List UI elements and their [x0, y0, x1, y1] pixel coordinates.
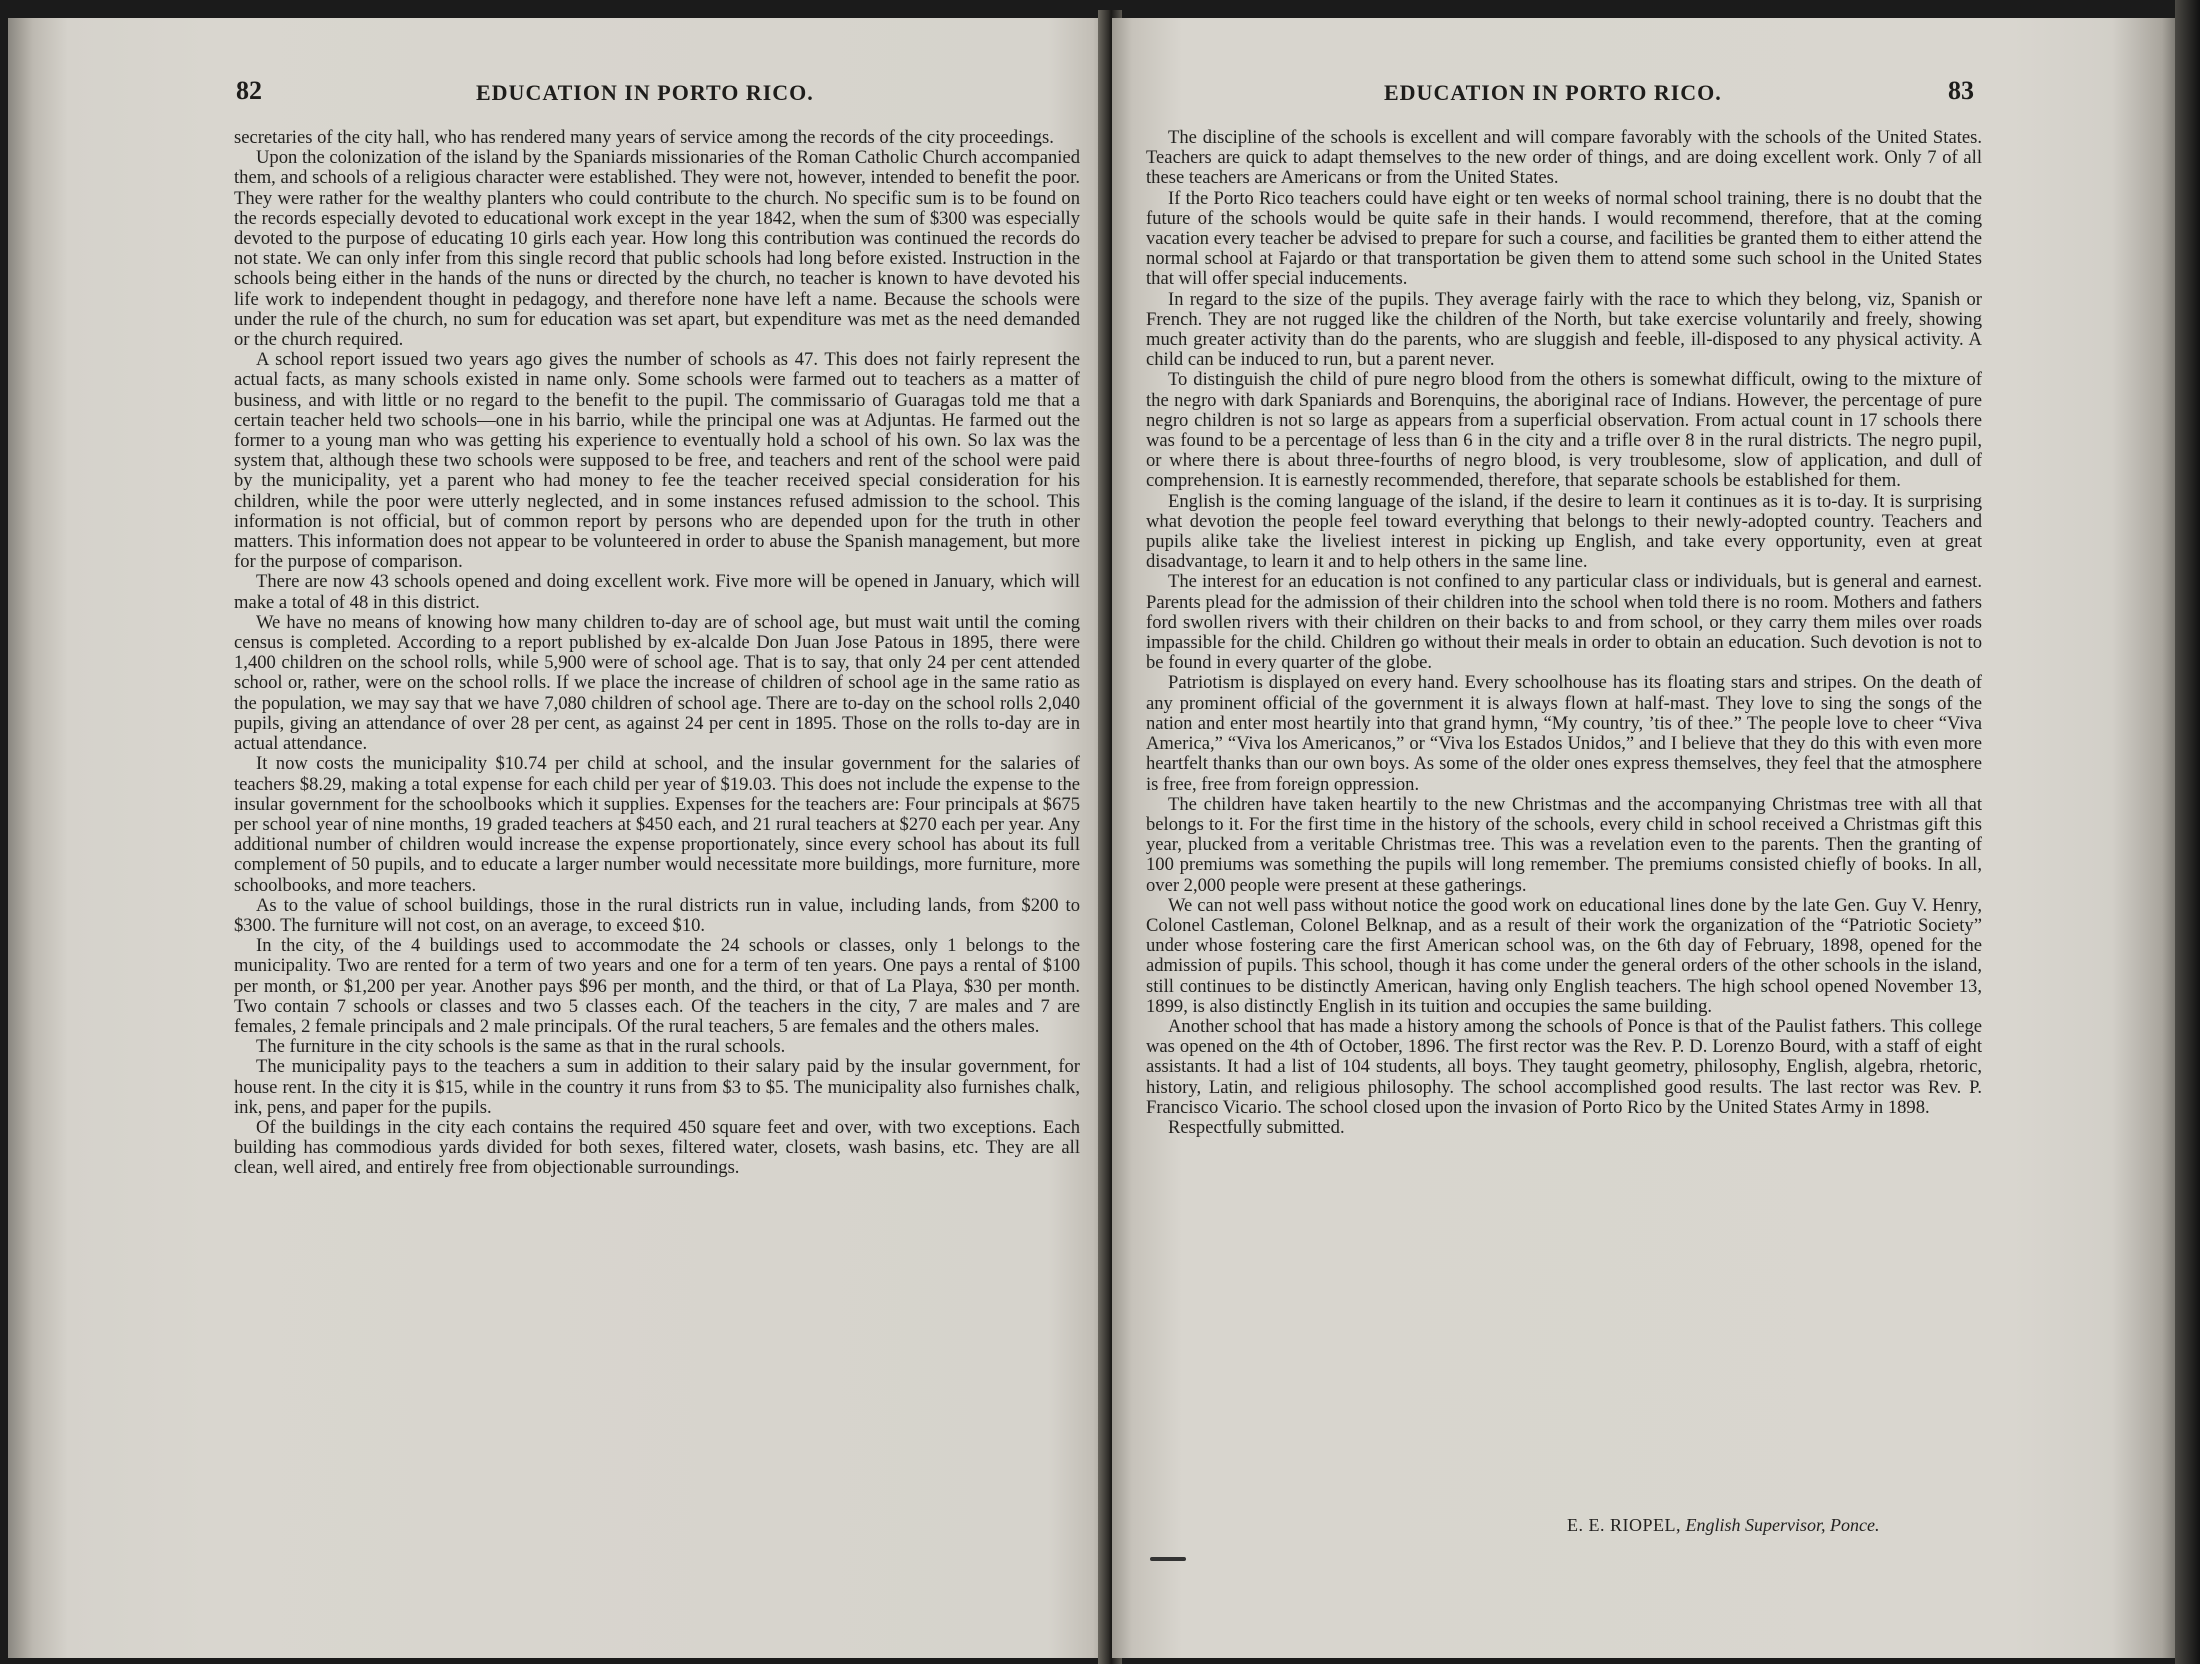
signature: [1567, 1515, 1879, 1536]
paragraph: The interest for an education is not confined to any particular class or individuals, but is general and earnest. Parents plead for the admission of their children into the school when told there is no room. Mothers and fathers ford swollen rivers with their children on their backs to and from school, or they carry them miles over roads impassible for the child. Children go without their meals in order to obtain an education. Such devotion is not to be found in every quarter of the globe.: [1146, 571, 1982, 674]
left-page-body: [234, 128, 1080, 1179]
paragraph: We have no means of knowing how many children to-day are of school age, but must wait until the coming census is completed. According to a report published by ex-alcalde Don Juan Jose Patous in 1895, there were 1,400 children on the school rolls, while 5,900 were of school age. That is to say, that only 24 per cent attended school or, rather, were on the school rolls. If we place the increase of children of school age in the same ratio as the population, we may say that we have 7,080 children of school age. There are to-day on the school rolls 2,040 pupils, giving an attendance of over 28 per cent, as against 24 per cent in 1895. Those on the rolls to-day are in actual attendance.: [234, 611, 1080, 755]
paragraph: The municipality pays to the teachers a sum in addition to their salary paid by the insular government, for house rent. In the city it is $15, while in the country it runs from $3 to $5. The municipality also furnishes chalk, ink, pens, and paper for the pupils.: [234, 1056, 1080, 1118]
page-number: 83: [1948, 76, 1974, 105]
left-page: [8, 18, 1108, 1658]
paragraph: We can not well pass without notice the good work on educational lines done by the late Gen. Guy V. Henry, Colonel Castleman, Colonel Belknap, and as a result of their work the organization of the “Patriotic Society” under whose fostering care the first American school was, on the 6th day of February, 1898, opened for the admission of pupils. This school, though it has come under the general orders of the other schools in the island, still continues to be distinctly American, having only English teachers. The high school opened November 13, 1899, is also distinctly English in its tuition and occupies the same building.: [1146, 894, 1982, 1017]
paragraph: Another school that has made a history among the schools of Ponce is that of the Paulist fathers. This college was opened on the 4th of October, 1896. The first rector was the Rev. P. D. Lorenzo Bourd, with a staff of eight assistants. It had a list of 104 students, all boys. They taught geometry, philosophy, English, algebra, rhetoric, history, Latin, and religious philosophy. The school accomplished good results. The last rector was Rev. P. Francisco Vicario. The school closed upon the invasion of Porto Rico by the United States Army in 1898.: [1146, 1015, 1982, 1118]
signature-name: E. E. RIOPEL,: [1567, 1515, 1681, 1535]
paragraph: It now costs the municipality $10.74 per child at school, and the insular government for the salaries of teachers $8.29, making a total expense for each child per year of $19.03. This does not include the expense to the insular government for the schoolbooks which it supplies. Expenses for the teachers are: Four principals at $675 per school year of nine months, 19 graded teachers at $450 each, and 21 rural teachers at $270 each per year. Any additional number of children would increase the expense proportionately, since every school has about its full complement of 50 pupils, and to educate a larger number would necessitate more buildings, more furniture, more schoolbooks, and more teachers.: [234, 753, 1080, 896]
paragraph: Patriotism is displayed on every hand. Every schoolhouse has its floating stars and stripes. On the death of any prominent official of the government it is always flown at half-mast. They love to sing the songs of the nation and enter most heartily into that grand hymn, “My country, ’tis of thee.” The people love to cheer “Viva America,” “Viva los Americanos,” or “Viva los Estados Unidos,” and I believe that they do this with even more heartfelt thanks than our own boys. As some of the older ones express themselves, they feel that the atmosphere is free, free from foreign oppression.: [1146, 672, 1982, 795]
page-number: 82: [236, 76, 262, 105]
running-head: EDUCATION IN PORTO RICO.: [476, 80, 814, 105]
signature-title: English Supervisor, Ponce.: [1685, 1515, 1880, 1535]
ink-smudge: [1150, 1557, 1186, 1561]
paragraph: In the city, of the 4 buildings used to accommodate the 24 schools or classes, only 1 belongs to the municipality. Two are rented for a term of two years and one for a term of ten years. One pays a rental of $100 per month, or $1,200 per year. Another pays $96 per month, and the third, or that of La Playa, $30 per month. Two contain 7 schools or classes and two 5 classes each. Of the teachers in the city, 7 are males and 7 are females, 2 female principals and 2 male principals. Of the rural teachers, 5 are females and the others males.: [234, 935, 1080, 1037]
paragraph: In regard to the size of the pupils. They average fairly with the race to which they belong, viz, Spanish or French. They are not rugged like the children of the North, but take exercise voluntarily and freely, showing much greater activity than do the parents, who are sluggish and feeble, ill-disposed to any physical activity. A child can be induced to run, but a parent never.: [1146, 288, 1982, 371]
paragraph: Respectfully submitted.: [1168, 1116, 1345, 1138]
paragraph: secretaries of the city hall, who has rendered many years of service among the records of the city proceedings.: [234, 127, 1054, 148]
paragraph: To distinguish the child of pure negro blood from the others is somewhat difficult, owing to the mixture of the negro with dark Spaniards and Borenquins, the aboriginal race of Indians. However, the percentage of pure negro children is not so large as appears from a superficial observation. From actual count in 17 schools there was found to be a percentage of less than 6 in the city and a trifle over 8 in the rural districts. The negro pupil, or where there is about three-fourths of negro blood, is very troublesome, slow of application, and dull of comprehension. It is earnestly recommended, therefore, that separate schools be established for them.: [1146, 369, 1982, 492]
paragraph: Of the buildings in the city each contains the required 450 square feet and over, with two exceptions. Each building has commodious yards divided for both sexes, filtered water, closets, wash basins, etc. They are all clean, well aired, and entirely free from objectionable surroundings.: [234, 1116, 1080, 1179]
right-page: [1112, 18, 2180, 1658]
running-head: EDUCATION IN PORTO RICO.: [1384, 80, 1722, 105]
right-page-body: [1146, 128, 1982, 1138]
paragraph: A school report issued two years ago gives the number of schools as 47. This does not fairly represent the actual facts, as many schools existed in name only. Some schools were farmed out to teachers as a matter of business, and with little or no regard to the benefit to the pupil. The commissario of Guaragas told me that a certain teacher held two schools—one in his barrio, while the principal one was at Adjuntas. He farmed out the former to a young man who was getting his experience to eventually hold a school of his own. So lax was the system that, although these two schools were supposed to be free, and teachers and rent of the school were paid by the municipality, yet a parent who had money to fee the teacher received special consideration for his children, while the poor were utterly neglected, and in some instances refused admission to the school. This information is not official, but of common report by persons who are depended upon for the truth in other matters. This information does not appear to be volunteered in order to abuse the Spanish management, but more for the purpose of comparison.: [234, 349, 1080, 573]
paragraph: The furniture in the city schools is the same as that in the rural schools.: [256, 1036, 786, 1058]
paragraph: As to the value of school buildings, those in the rural districts run in value, including lands, from $200 to $300. The furniture will not cost, on an average, to exceed $10.: [234, 894, 1080, 936]
paragraph: There are now 43 schools opened and doing excellent work. Five more will be opened in January, which will make a total of 48 in this district.: [234, 571, 1080, 613]
paragraph: Upon the colonization of the island by the Spaniards missionaries of the Roman Catholic Church accompanied them, and schools of a religious character were established. They were not, however, intended to benefit the poor. They were rather for the wealthy planters who could contribute to the church. No specific sum is to be found on the records especially devoted to educational work except in the year 1842, when the sum of $300 was especially devoted to the purpose of educating 10 girls each year. How long this contribution was continued the records do not state. We can only infer from this single record that public schools had long before existed. Instruction in the schools being either in the hands of the nuns or directed by the church, no teacher is known to have devoted his life work to independent thought in pedagogy, and therefore none have left a name. Because the schools were under the rule of the church, no sum for education was set apart, but expenditure was met as the need demanded or the church required.: [234, 147, 1080, 351]
paragraph: English is the coming language of the island, if the desire to learn it continues as it is to-day. It is surprising what devotion the people feel toward everything that belongs to their newly-adopted country. Teachers and pupils alike take the liveliest interest in picking up English, and take every opportunity, even at great disadvantage, to learn it and to help others in the same line.: [1146, 490, 1982, 573]
book-edge: [2175, 0, 2200, 1664]
paragraph: The discipline of the schools is excellent and will compare favorably with the schools of the United States. Teachers are quick to adapt themselves to the new order of things, and are doing excellent work. Only 7 of all these teachers are Americans or from the United States.: [1146, 127, 1982, 189]
paragraph: The children have taken heartily to the new Christmas and the accompanying Christmas tree with all that belongs to it. For the first time in the history of the schools, every child in school received a Christmas gift this year, plucked from a veritable Christmas tree. This was a revelation even to the parents. Then the granting of 100 premiums was something the pupils will long remember. The premiums consisted chiefly of books. In all, over 2,000 people were present at these gatherings.: [1146, 793, 1982, 896]
paragraph: If the Porto Rico teachers could have eight or ten weeks of normal school training, there is no doubt that the future of the schools would be quite safe in their hands. I would recommend, therefore, that at the coming vacation every teacher be advised to prepare for such a course, and facilities be granted them to either attend the normal school at Fajardo or that transportation be given them to attend some such school in the United States that will offer special inducements.: [1146, 187, 1982, 290]
